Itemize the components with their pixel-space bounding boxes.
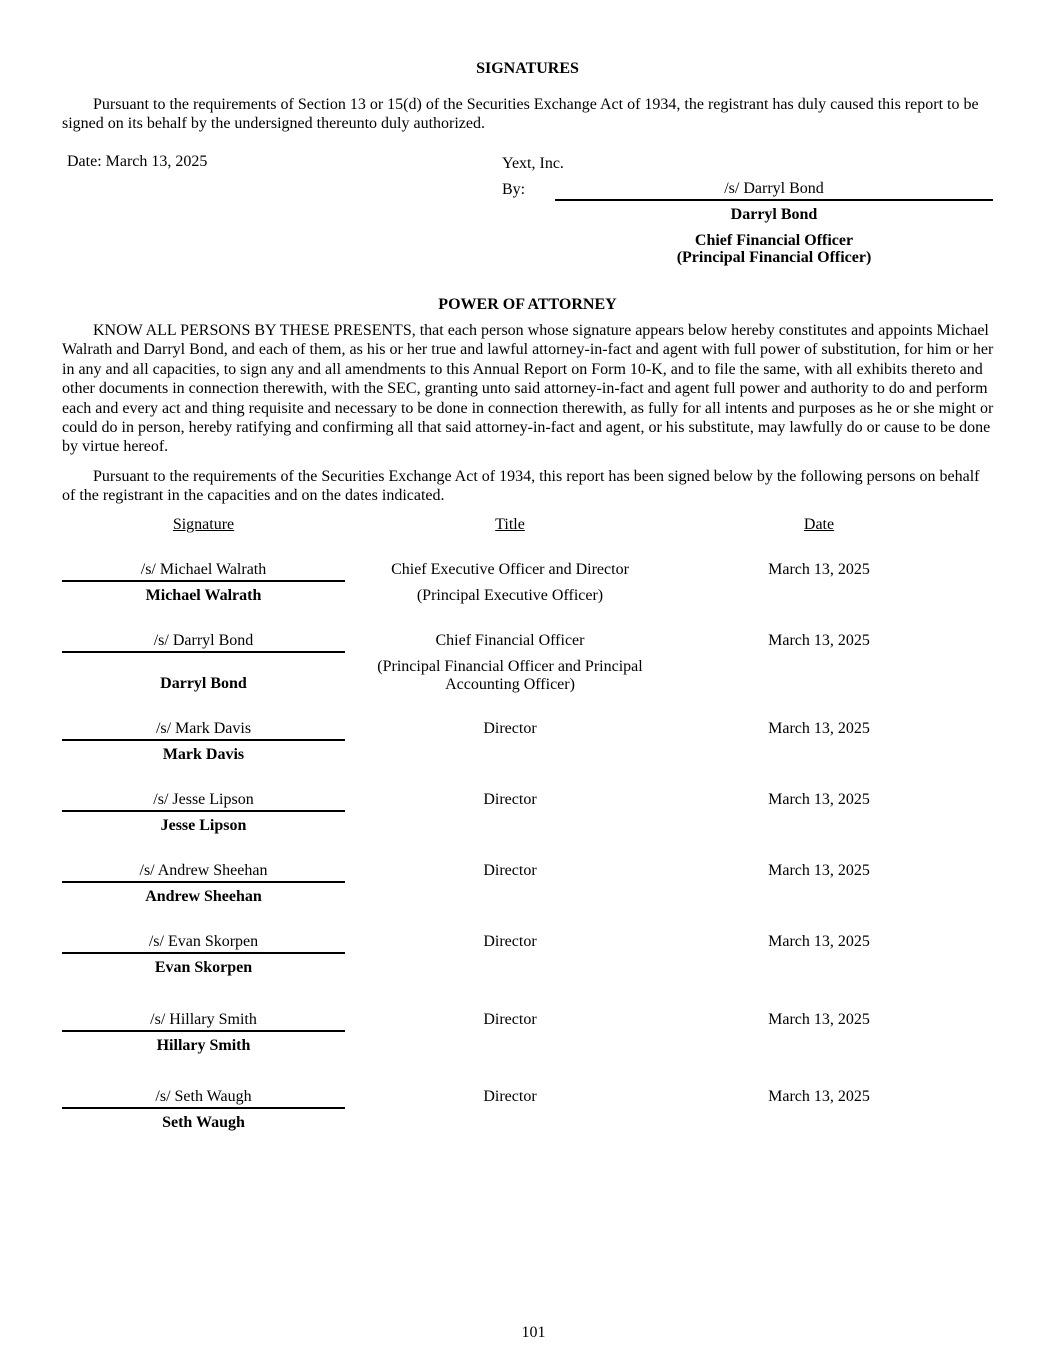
signature-line <box>62 651 345 653</box>
signer-title: Chief Financial Officer <box>435 632 585 649</box>
signer-name: Hillary Smith <box>156 1037 251 1054</box>
signer-signature: /s/ Darryl Bond <box>153 632 254 649</box>
signer-date: March 13, 2025 <box>768 720 870 737</box>
registrant-date: Date: March 13, 2025 <box>67 153 208 170</box>
by-label: By: <box>502 181 526 198</box>
signer-title: Director <box>483 720 537 737</box>
registrant-title-line2: (Principal Financial Officer) <box>676 249 872 266</box>
header-signature: Signature <box>172 516 235 533</box>
signer-name: Michael Walrath <box>145 587 262 604</box>
signer-name: Evan Skorpen <box>154 959 253 976</box>
signer-date: March 13, 2025 <box>768 862 870 879</box>
signer-title: Director <box>483 933 537 950</box>
signer-title: Director <box>483 1011 537 1028</box>
signature-line <box>62 739 345 741</box>
signer-date: March 13, 2025 <box>768 791 870 808</box>
signature-line <box>62 1107 345 1109</box>
signatures-heading: SIGNATURES <box>476 60 579 77</box>
signer-title: Director <box>483 862 537 879</box>
header-title: Title <box>495 516 525 533</box>
signer-name: Darryl Bond <box>160 675 247 692</box>
signer-title-secondary: (Principal Financial Officer and Principal Accounting Officer) <box>377 658 643 693</box>
header-date: Date <box>803 516 835 533</box>
signer-name: Mark Davis <box>162 746 245 763</box>
signature-line <box>62 952 345 954</box>
signer-name: Andrew Sheehan <box>145 888 262 905</box>
signer-date: March 13, 2025 <box>768 933 870 950</box>
page-number: 101 <box>521 1324 546 1341</box>
signer-date: March 13, 2025 <box>768 632 870 649</box>
signer-name: Jesse Lipson <box>160 817 247 834</box>
signer-signature: /s/ Evan Skorpen <box>148 933 259 950</box>
capacities-paragraph: Pursuant to the requirements of the Securities Exchange Act of 1934, this report has been signed below by the following persons on behalf of the registrant in the capacities and on the dates indicated. <box>62 468 980 505</box>
signer-date: March 13, 2025 <box>768 1011 870 1028</box>
registrant-title-line1: Chief Financial Officer <box>694 232 854 249</box>
signer-signature: /s/ Hillary Smith <box>150 1011 257 1028</box>
signature-line <box>62 810 345 812</box>
registrant-signature: /s/ Darryl Bond <box>724 180 824 197</box>
registrant-signature-line <box>555 199 993 201</box>
signer-date: March 13, 2025 <box>768 1088 870 1105</box>
intro-paragraph: Pursuant to the requirements of Section 13 or 15(d) of the Securities Exchange Act of 1934, the registrant has duly caused this report to be signed on its behalf by the undersigned thereunto duly authorized. <box>62 96 979 133</box>
signer-signature: /s/ Mark Davis <box>155 720 252 737</box>
poa-paragraph: KNOW ALL PERSONS BY THESE PRESENTS, that each person whose signature appears below hereby constitutes and appoints Michael Walrath and Darryl Bond, and each of them, as his or her true and lawful attorney-in-fact and agent with full power of substitution, for him or her in any and all capacities, to sign any and all amendments to this Annual Report on Form 10-K, and to file the same, with all exhibits thereto and other documents in connection therewith, with the SEC, granting unto said attorney-in-fact and agent full power and authority to do and perform each and every act and thing requisite and necessary to be done in connection therewith, as fully for all intents and purposes as he or she might or could do in person, hereby ratifying and confirming all that said attorney-in-fact and agent, or his substitute, may lawfully do or cause to be done by virtue hereof. <box>62 322 994 456</box>
signer-signature: /s/ Andrew Sheehan <box>139 862 268 879</box>
signature-line <box>62 580 345 582</box>
signature-line <box>62 881 345 883</box>
signer-date: March 13, 2025 <box>768 561 870 578</box>
registrant-company: Yext, Inc. <box>502 155 564 172</box>
signer-name: Seth Waugh <box>162 1114 245 1131</box>
signer-title: Chief Executive Officer and Director <box>391 561 629 578</box>
signer-signature: /s/ Michael Walrath <box>140 561 267 578</box>
poa-heading: POWER OF ATTORNEY <box>438 296 617 313</box>
signer-title: Director <box>483 791 537 808</box>
registrant-name: Darryl Bond <box>730 206 818 223</box>
signature-line <box>62 1030 345 1032</box>
signer-signature: /s/ Jesse Lipson <box>153 791 254 808</box>
registrant-title <box>555 232 993 266</box>
signer-title: Director <box>483 1088 537 1105</box>
signer-signature: /s/ Seth Waugh <box>155 1088 252 1105</box>
signer-title-secondary: (Principal Executive Officer) <box>416 587 604 604</box>
